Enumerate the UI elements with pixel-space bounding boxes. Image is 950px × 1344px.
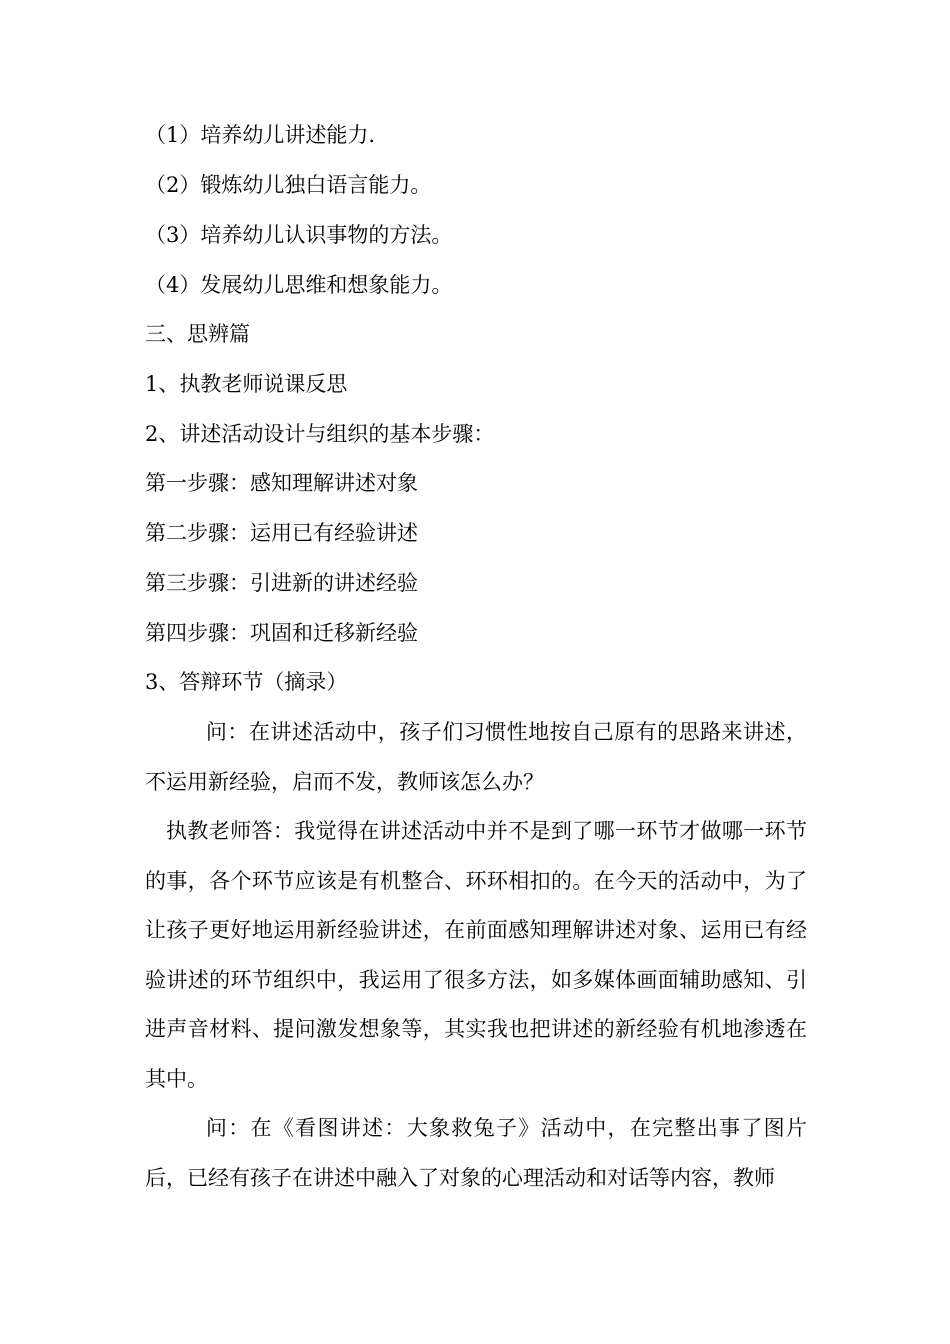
answer-1: 执教老师答：我觉得在讲述活动中并不是到了哪一环节才做哪一环节的事，各个环节应该是有机整合、环环相扣的。在今天的活动中，为了让孩子更好地运用新经验讲述，在前面感知理解讲述对象、运用已有经验讲述的环节组织中，我运用了很多方法，如多媒体画面辅助感知、引进声音材料、提问激发想象等，其实我也把讲述的新经验有机地渗透在其中。 bbox=[145, 819, 807, 1091]
subsection-2: 2、讲述活动设计与组织的基本步骤： bbox=[145, 422, 495, 446]
subsection-3: 3、答辩环节（摘录） bbox=[145, 670, 348, 694]
question-2: 问：在《看图讲述：大象救兔子》活动中，在完整出事了图片后，已经有孩子在讲述中融入了对象的心理活动和对话等内容，教师 bbox=[145, 1116, 807, 1190]
step-3: 第三步骤：引进新的讲述经验 bbox=[145, 571, 418, 595]
objective-3: （3）培养幼儿认识事物的方法。 bbox=[145, 223, 453, 247]
question-1: 问：在讲述活动中，孩子们习惯性地按自己原有的思路来讲述，不运用新经验，启而不发，教师该怎么办？ bbox=[145, 720, 807, 794]
section-heading: 三、思辨篇 bbox=[145, 322, 250, 346]
step-1: 第一步骤：感知理解讲述对象 bbox=[145, 471, 418, 495]
objective-4: （4）发展幼儿思维和想象能力。 bbox=[145, 273, 453, 297]
step-4: 第四步骤：巩固和迁移新经验 bbox=[145, 621, 418, 645]
objective-2: （2）锻炼幼儿独白语言能力。 bbox=[145, 173, 432, 197]
objective-1: （1）培养幼儿讲述能力. bbox=[145, 123, 376, 147]
subsection-1: 1、执教老师说课反思 bbox=[145, 372, 348, 396]
step-2: 第二步骤：运用已有经验讲述 bbox=[145, 521, 418, 545]
